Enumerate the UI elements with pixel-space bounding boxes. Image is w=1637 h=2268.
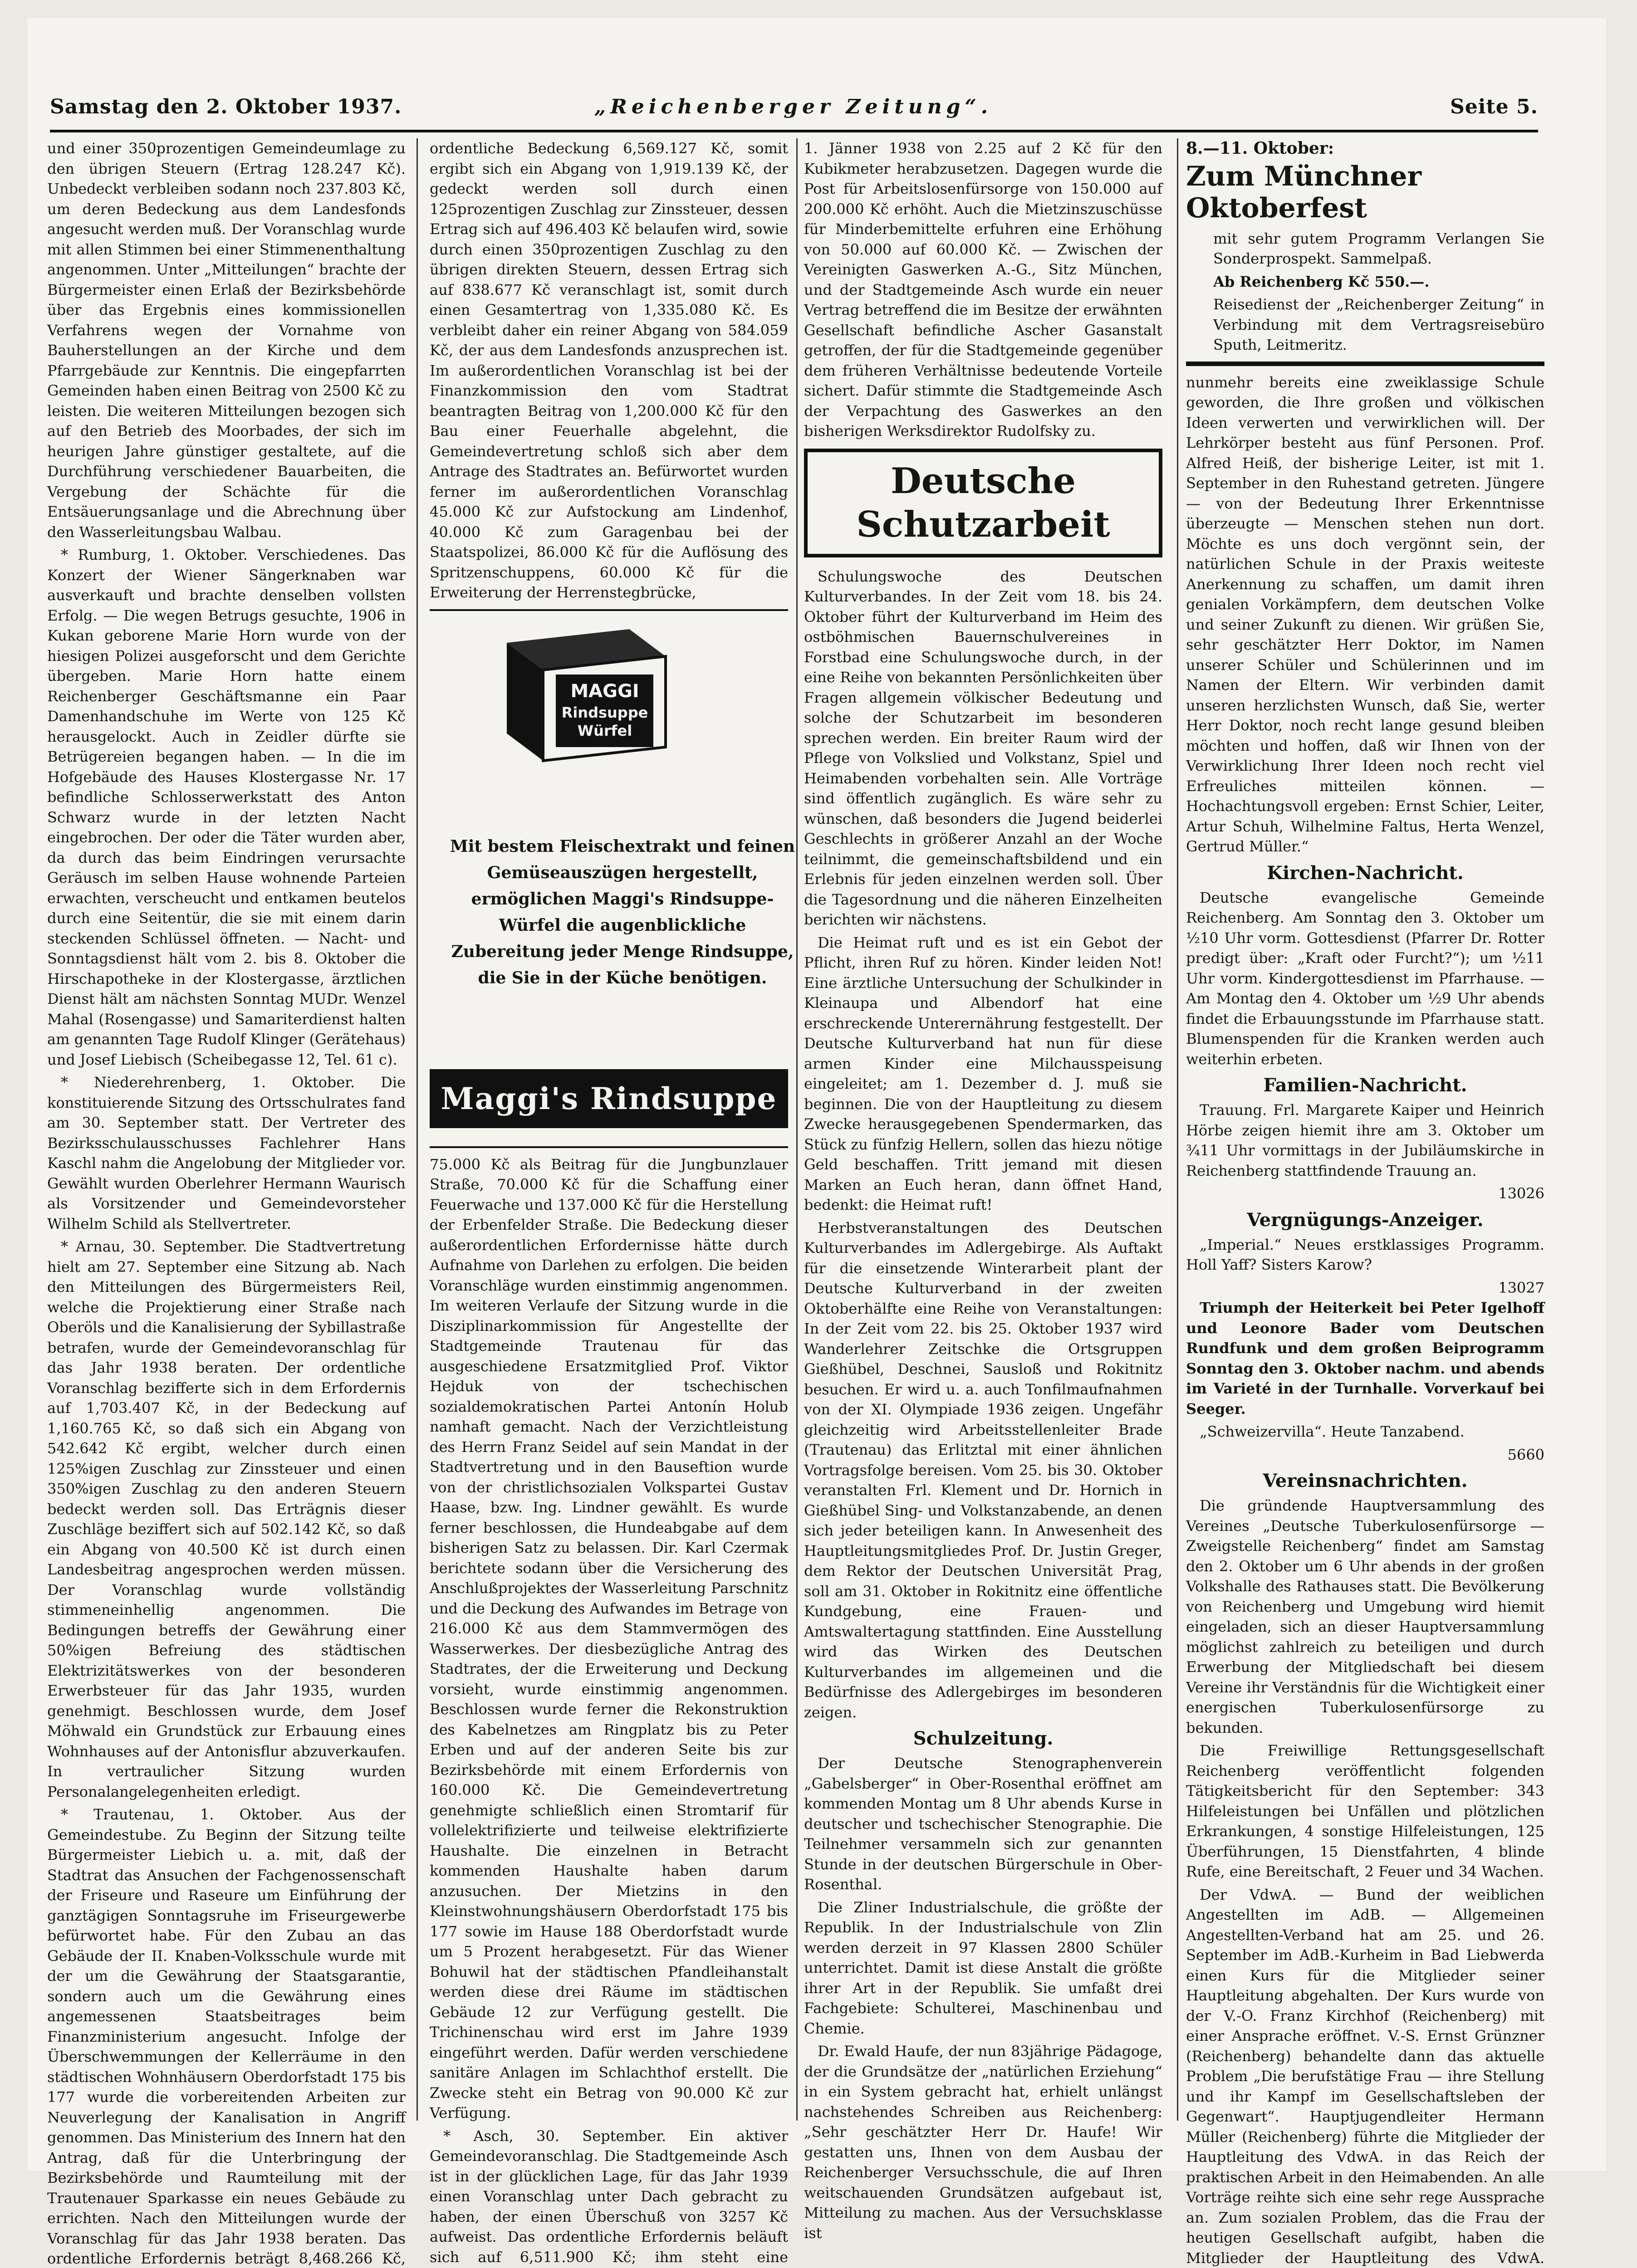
maggi-banner: Maggi's Rindsuppe (430, 1069, 788, 1128)
oktoberfest-dates: 8.—11. Oktober: (1186, 138, 1544, 159)
newspaper-name: „Reichenberger Zeitung“. (594, 95, 992, 118)
oktoberfest-program: mit sehr gutem Programm Verlangen Sie Sonderprospekt. Sammelpaß. (1186, 229, 1544, 269)
article-paragraph: Die Freiwillige Rettungsgesellschaft Reichenberg veröffentlicht folgenden Tätigkeitsbericht für den September: 343 Hilfeleistungen bei Unfällen und plötzlichen Erkrankungen, 4 sonstige Hilfeleistungen, 125 Überführungen, 15 Dienstfahrten, 4 blinde Rufe, eine Bereitschaft, 2 Feuer und 34 Wachen. (1186, 1740, 1544, 1882)
section-heading-vereins: Vereinsnachrichten. (1186, 1469, 1544, 1493)
section-rule (430, 609, 788, 611)
article-paragraph: Herbstveranstaltungen des Deutschen Kulturverbandes im Adlergebirge. Als Auftakt für die einsetzende Winterarbeit plant der Deutsche Kulturverband in der zweiten Oktoberhälfte eine Reihe von Veranstaltungen: In der Zeit vom 22. bis 25. Oktober 1937 wird Wanderlehrer Zeitschke die Ortsgruppen Gießhübel, Deschnei, Sausloß und Rokitnitz besuchen. Er wird u. a. auch Tonfilmaufnahmen von der XI. Olympiade 1936 zeigen. Ungefähr gleichzeitig wird Arbeitsstellenleiter Brade (Trautenau) das Erlitztal mit einer ähnlichen Vortragsfolge bereisen. Vom 25. bis 30. Oktober veranstalten Frl. Klement und Dr. Hornich in Gießhübel Sing- und Volkstanzabende, an denen sich jeder beteiligen kann. In Anwesenheit des Hauptleitungsmitgliedes Prof. Dr. Justin Greger, dem Rektor der Deutschen Universität Prag, soll am 31. Oktober in Rokitnitz eine öffentliche Kundgebung, eine Frauen- und Amtswaltertagung stattfinden. Eine Ausstellung wird das Wirken des Deutschen Kulturverbandes im allgemeinen und die Bedürfnisse des Adlergebirges im besonderen zeigen. (804, 1218, 1162, 1723)
article-paragraph: Die gründende Hauptversammlung des Vereines „Deutsche Tuberkulosenfürsorge — Zweigstelle Reichenberg“ findet am Samstag den 2. Oktober um 6 Uhr abends in der großen Volkshalle des Rathauses statt. Die Bevölkerung von Reichenberg und Umgebung wird hiemit eingeladen, sich an dieser Hauptversammlung möglichst zahlreich zu beteiligen und durch Erwerbung der Mitgliedschaft bei diesem Vereine ihr Verständnis für die Wichtigkeit einer energischen Tuberkulosenfürsorge zu bekunden. (1186, 1496, 1544, 1738)
column-rule (796, 138, 798, 2121)
article-paragraph: Triumph der Heiterkeit bei Peter Igelhoff und Leonore Bader vom Deutschen Rundfunk und dem großen Beiprogramm Sonntag den 3. Oktober nachm. und abends im Varieté in der Turnhalle. Vorverkauf bei Seeger. (1186, 1298, 1544, 1419)
article-paragraph: * Rumburg, 1. Oktober. Verschiedenes. Das Konzert der Wiener Sängerknaben war ausverkauft und brachte denselben vollsten Erfolg. — Die wegen Betrugs gesuchte, 1906 in Kukan geborene Marie Horn wurde von der hiesigen Polizei ausgeforscht und dem Gerichte übergeben. Marie Horn hatte einem Reichenberger Geschäftsmanne ein Paar Damenhandschuhe im Werte von 125 Kč herausgelockt. Auch in Zeidler dürfte sie Betrügereien begangen haben. — In die im Hofgebäude des Hauses Klostergasse Nr. 17 befindliche Schlosserwerkstatt des Anton Schwarz wurde in der letzten Nacht eingebrochen. Der oder die Täter wurden aber, da durch das beim Eindringen verursachte Geräusch im selben Hause wohnende Parteien erwachten, verscheucht und entkamen beutelos durch eine Seitentür, die sie mit einem darin steckenden Schlüssel öffneten. — Nacht- und Sonntagsdienst hält vom 2. bis 8. Oktober die Hirschapotheke in der Klostergasse, ärztlichen Dienst hält am nächsten Sonntag MUDr. Wenzel Mahal (Rosengasse) und Samariterdienst halten am genannten Tage Rudolf Klinger (Gerätehaus) und Josef Liebisch (Scheibegasse 12, Tel. 61 c). (47, 545, 406, 1070)
oktoberfest-price: Ab Reichenberg Kč 550.—. (1186, 272, 1544, 292)
article-paragraph: Dr. Ewald Haufe, der nun 83jährige Pädagoge, der die Grundsätze der „natürlichen Erziehung“ in ein System gebracht hat, erhielt unlängst nachstehendes Schreiben aus Reichenberg: „Sehr geschätzter Herr Dr. Haufe! Wir gestatten uns, Ihnen von dem Ausbau der Reichenberger Versuchsschule, die auf Ihren weitschauenden Grundsätzen aufgebaut ist, Mitteilung zu machen. Aus der Versuchsklasse ist (804, 2041, 1162, 2243)
article-paragraph: * Asch, 30. September. Ein aktiver Gemeindevoranschlag. Die Stadtgemeinde Asch ist in der glücklichen Lage, für das Jahr 1939 einen Voranschlag unter Dach gebracht zu haben, der einen Überschuß von 3257 Kč aufweist. Das ordentliche Erfordernis beläuft sich auf 6,511.900 Kč; ihm steht eine (430, 2126, 788, 2268)
article-paragraph: * Niederehrenberg, 1. Oktober. Die konstituierende Sitzung des Ortsschulrates fand am 30. September statt. Der Vertreter des Bezirksschulausschusses Fachlehrer Hans Kaschl nahm die Angelobung der Mitglieder vor. Gewählt wurden Oberlehrer Hermann Waurisch als Vorsitzender und Gemeindevorsteher Wilhelm Schild als Stellvertreter. (47, 1072, 406, 1234)
article-paragraph: Deutsche evangelische Gemeinde Reichenberg. Am Sonntag den 3. Oktober um ½10 Uhr vorm. Gottesdienst (Pfarrer Dr. Rotter predigt über: „Kraft oder Furcht?“); um ½11 Uhr vorm. Kindergottesdienst im Pfarrhause. — Am Montag den 4. Oktober um ½9 Uhr abends findet die Erbauungsstunde im Pfarrhause statt. Blumenspenden für die Kranken werden auch weiterhin erbeten. (1186, 888, 1544, 1070)
section-heading-schutzarbeit: Deutsche Schutzarbeit (804, 449, 1162, 557)
section-rule (1186, 362, 1544, 366)
column-rule (417, 138, 418, 2121)
masthead-rule (50, 130, 1538, 132)
ad-code: 13026 (1186, 1183, 1544, 1204)
section-heading-familien: Familien-Nachricht. (1186, 1074, 1544, 1097)
maggi-claim: Mit bestem Fleischextrakt und feinen Gemüseauszügen hergestellt, ermöglichen Maggi's Rindsuppe-Würfel die augenblickliche Zubereitung jeder Menge Rindsuppe, die Sie in der Küche benötigen. (430, 833, 815, 991)
article-paragraph: Der Deutsche Stenographenverein „Gabelsberger“ in Ober-Rosenthal eröffnet am kommenden Montag um 8 Uhr abends Kurse in deutscher und tschechischer Stenographie. Die Teilnehmer versammeln sich zur genannten Stunde in der deutschen Bürgerschule in Ober-Rosenthal. (804, 1753, 1162, 1895)
article-paragraph: Der VdwA. — Bund der weiblichen Angestellten im AdB. — Allgemeinen Angestellten-Verband hat am 25. und 26. September im AdB.-Kurheim in Bad Liebwerda einen Kurs für die Mitglieder seiner Hauptleitung abgehalten. Der Kurs wurde von der V.-O. Franz Kirchhof (Reichenberg) mit einer Ansprache eröffnet. V.-S. Ernst Grünzner (Reichenberg) behandelte dann das aktuelle Problem „Die berufstätige Frau — ihre Stellung und ihr Kampf im Gesellschaftsleben der Gegenwart“. Hauptjugendleiter Hermann Müller (Reichenberg) führte die Mitglieder der Hauptleitung des VdwA. in das Reich der praktischen Arbeit in den Heimabenden. An alle Vorträge reihte sich eine sehr rege Aussprache an. Zum sozialen Problem, das die Frau der heutigen Gesellschaft aufgibt, haben die Mitglieder der Hauptleitung des VdwA. (1186, 1885, 1544, 2268)
maggi-brand-text: MAGGI (570, 681, 639, 702)
article-paragraph: nunmehr bereits eine zweiklassige Schule geworden, die Ihre großen und völkischen Ideen verwerten und verwirklichen will. Der Lehrkörper besteht aus fünf Personen. Prof. Alfred Heiß, der bisherige Leiter, ist mit 1. September in den Ruhestand getreten. Jüngere — von der Bedeutung Ihrer Erkenntnisse überzeugte — Menschen stehen nun dort. Möchte es uns doch vergönnt sein, der natürlichen Schule in der Praxis weiteste Anerkennung zu schaffen, um damit ihren genialen Vorkämpfern, dem deutschen Volke und seiner Zukunft zu dienen. Wir grüßen Sie, sehr geschätzter Herr Doktor, im Namen unserer Schüler und Schülerinnen und im Namen der Eltern. Wir verbinden damit unseren herzlichsten Wunsch, daß Sie, werter Herr Doktor, noch recht lange gesund bleiben möchten und hoffen, daß wir Ihnen von der Verwirklichung Ihrer Ideen noch recht viel Erfreuliches mitteilen können. — Hochachtungsvoll ergeben: Ernst Schier, Leiter, Artur Schuh, Wilhelmine Faltus, Herta Wenzel, Gertrud Müller.“ (1186, 372, 1544, 857)
ad-code: 13027 (1186, 1278, 1544, 1298)
maggi-product-line2: Würfel (578, 722, 632, 739)
column-2 (430, 138, 788, 2121)
article-paragraph: „Schweizervilla“. Heute Tanzabend. (1186, 1422, 1544, 1442)
oktoberfest-title: Zum Münchner Oktoberfest (1186, 161, 1544, 224)
column-4 (1186, 138, 1544, 2121)
article-paragraph: Trauung. Frl. Margarete Kaiper und Heinrich Hörbe zeigen hiemit ihre am 3. Oktober um ¾11 Uhr vormittags in der Jubiläumskirche in Reichenberg stattfindende Trauung an. (1186, 1100, 1544, 1181)
article-paragraph: Schulungswoche des Deutschen Kulturverbandes. In der Zeit vom 18. bis 24. Oktober führt der Kulturverband im Heim des ostböhmischen Bauernschulvereines in Forstbad eine Schulungswoche durch, in der eine Reihe von bekannten Persönlichkeiten über Fragen allgemein völkischer Bedeutung und solche der Schutzarbeit im besonderen sprechen werden. Ein breiter Raum wird der Pflege von Volkslied und Volkstanz, Spiel und Heimabenden vorbehalten sein. Alle Vorträge sind öffentlich zugänglich. Es wäre sehr zu wünschen, daß besonders die Jugend beiderlei Geschlechts in größerer Anzahl an der Woche teilnimmt, die gemeinschaftsbildend und ein Erlebnis für jeden einzelnen werden soll. Über die Tagesordnung und die näheren Einzelheiten berichten wir nächstens. (804, 567, 1162, 930)
column-3 (804, 138, 1162, 2121)
article-paragraph: * Trautenau, 1. Oktober. Aus der Gemeindestube. Zu Beginn der Sitzung teilte Bürgermeister Liebich u. a. mit, daß der Stadtrat das Ansuchen der Fachgenossenschaft der Friseure und Raseure um Einführung der ganztägigen Sonntagsruhe im Friseurgewerbe befürwortet habe. Für den Zubau an das Gebäude der II. Knaben-Volksschule wurde mit der um die Gewährung der Staatsgarantie, sondern auch um die Gewährung eines angemessenen Staatsbeitrages beim Finanzministerium angesucht. Infolge der Überschwemmungen der Kellerräume in den städtischen Wohnhäusern Oberdorfstadt 175 bis 177 wurde die vorbereitenden Arbeiten zur Neuverlegung der Kanalisation in Angriff genommen. Das Ministerium des Innern hat den Antrag, daß für die Unterbringung der Bezirksbehörde und Raumteilung mit der Trautenauer Sparkasse ein neues Gebäude zu errichten. Nach den Mitteilungen wurde der Voranschlag für das Jahr 1938 beraten. Das ordentliche Erfordernis beträgt 8,468.266 Kč, (47, 1804, 406, 2268)
section-heading-vergnuegung: Vergnügungs-Anzeiger. (1186, 1208, 1544, 1232)
oktoberfest-reisedienst: Reisedienst der „Reichenberger Zeitung“ in Verbindung mit dem Vertragsreisebüro Sputh, Leitmeritz. (1186, 294, 1544, 355)
section-heading-kirchen: Kirchen-Nachricht. (1186, 861, 1544, 885)
article-paragraph: Die Heimat ruft und es ist ein Gebot der Pflicht, ihren Ruf zu hören. Kinder leiden Not! Eine ärztliche Untersuchung der Schulkinder in Kleinaupa und Albendorf hat eine erschreckende Unterernährung festgestellt. Der Deutsche Kulturverband hat nun für diese armen Kinder eine Milchausspeisung eingeleitet; am 1. Dezember d. J. muß sie beginnen. Die von der Hauptleitung zu diesem Zwecke herausgegebenen Spendermarken, das Stück zu fünfzig Hellern, sollen das hiezu nötige Geld beschaffen. Tritt jemand mit diesen Marken an Euch heran, dann öffnet Hand, bedenkt: die Heimat ruft! (804, 933, 1162, 1215)
issue-date: Samstag den 2. Oktober 1937. (50, 95, 402, 118)
article-paragraph: Die Zliner Industrialschule, die größte der Republik. In der Industrialschule von Zlin werden derzeit in 97 Klassen 2800 Schüler unterrichtet. Damit ist diese Anstalt die größte ihrer Art in der Republik. Sie umfaßt drei Fachgebiete: Schulterei, Maschinenbau und Chemie. (804, 1897, 1162, 2039)
article-paragraph: und einer 350prozentigen Gemeindeumlage zu den übrigen Steuern (Ertrag 128.247 Kč). Unbedeckt verbleiben sodann noch 237.803 Kč, um deren Bedeckung aus dem Landesfonds angesucht werden muß. Der Voranschlag wurde mit allen Stimmen bei einer Stimmenenthaltung angenommen. Unter „Mitteilungen“ brachte der Bürgermeister einen Erlaß der Bezirksbehörde über das Ergebnis eines kommissionellen Verfahrens wegen der Vornahme von Bauherstellungen an der Kirche und dem Pfarrgebäude zur Kenntnis. Die eingepfarrten Gemeinden haben einen Beitrag von 2500 Kč zu leisten. Die weiteren Mitteilungen bezogen sich auf den Betrieb des Moorbades, der sich im heurigen Jahre günstiger gestaltete, auf die Durchführung verschiedener Bauarbeiten, die Vergebung der Schächte für die Entsäuerungsanlage und die Abrechnung über den Wasserleitungsbau Walbau. (47, 138, 406, 542)
article-paragraph: ordentliche Bedeckung 6,569.127 Kč, somit ergibt sich ein Abgang von 1,919.139 Kč, der gedeckt werden soll durch einen 125prozentigen Zuschlag zur Zinssteuer, dessen Ertrag sich auf 496.403 Kč belaufen wird, sowie durch einen 350prozentigen Zuschlag zu den übrigen direkten Steuern, dessen Ertrag sich auf 838.677 Kč veranschlagt ist, somit durch einen Gesamtertrag von 1,335.080 Kč. Es verbleibt daher ein reiner Abgang von 584.059 Kč, der aus dem Landesfonds anzusprechen ist. Im außerordentlichen Voranschlag ist bei der Finanzkommission den vom Stadtrat beantragten Beitrag von 1,200.000 Kč für den Bau einer Feuerhalle abgelehnt, die Gemeindevertretung schloß sich aber dem Antrage des Stadtrates an. Befürwortet wurden ferner im außerordentlichen Voranschlag 45.000 Kč zur Aufstockung am Lindenhof, 40.000 Kč zum Garagenbau bei der Staatspolizei, 86.000 Kč für die Auflösung des Spritzenschuppens, 60.000 Kč für die Erweiterung der Herrenstegbrücke, (430, 138, 788, 603)
masthead (50, 95, 1538, 127)
article-paragraph: * Arnau, 30. September. Die Stadtvertretung hielt am 27. September eine Sitzung ab. Nach den Mitteilungen des Bürgermeisters Reil, welche die Projektierung einer Straße nach Oberöls und die Kanalisierung der Sybillastraße betrafen, wurde der Gemeindevoranschlag für das Jahr 1938 beraten. Der ordentliche Voranschlag bezifferte sich in dem Erfordernis auf 1,703.407 Kč, in der Bedeckung auf 1,160.765 Kč, so daß sich ein Abgang von 542.642 Kč ergibt, welcher durch einen 125%igen Zuschlag zur Zinssteuer und einen 350%igen Zuschlag zu den anderen Steuern bedeckt werden soll. Das Erträgnis dieser Zuschläge beziffert sich auf 502.142 Kč, so daß ein Abgang von 40.500 Kč ist durch einen Landesbeitrag angesprochen werden müssen. Der Voranschlag wurde vollständig stimmeneinhellig angenommen. Die Bedingungen betreffs der Gewährung einer 50%igen Befreiung des städtischen Elektrizitätswerkes von der besonderen Erwerbsteuer für das Jahr 1935, wurden genehmigt. Beschlossen wurde, dem Josef Möhwald ein Grundstück zur Erbauung eines Wohnhauses auf der Antonisflur abzuverkaufen. In vertraulicher Sitzung wurden Personalangelegenheiten erledigt. (47, 1237, 406, 1802)
article-paragraph: 1. Jänner 1938 von 2.25 auf 2 Kč für den Kubikmeter herabzusetzen. Dagegen wurde die Post für Arbeitslosenfürsorge von 150.000 auf 200.000 Kč erhöht. Auch die Mietzinszuschüsse für Minderbemittelte erfuhren eine Erhöhung von 50.000 auf 60.000 Kč. — Zwischen der Vereinigten Gaswerken A.-G., Sitz München, und der Stadtgemeinde Asch wurde ein neuer Vertrag betreffend die im Besitze der erwähnten Gesellschaft befindliche Ascher Gasanstalt getroffen, der für die Stadtgemeinde gegenüber dem früheren Verhältnisse bedeutende Vorteile sichert. Dafür stimmte die Stadtgemeinde Asch der Verpachtung des Gaswerkes an den bisherigen Werksdirektor Rudolfsky zu. (804, 138, 1162, 441)
oktoberfest-advertisement (1186, 138, 1544, 355)
article-paragraph: „Imperial.“ Neues erstklassiges Programm. Holl Yaff? Sisters Karow? (1186, 1235, 1544, 1275)
maggi-product-line1: Rindsuppe (562, 704, 648, 721)
section-rule (430, 1146, 788, 1148)
maggi-cube-illustration (480, 625, 675, 765)
ad-code: 5660 (1186, 1445, 1544, 1465)
article-paragraph: 75.000 Kč als Beitrag für die Jungbunzlauer Straße, 70.000 Kč für die Schaffung einer Feuerwache und 137.000 Kč für die Herstellung der Erbenfelder Straße. Die Bedeckung dieser außerordentlichen Erfordernisse hätte durch Aufnahme von Darlehen zu erfolgen. Die beiden Voranschläge wurden einstimmig angenommen. Im weiteren Verlaufe der Sitzung wurde in die Disziplinarkommission für Angestellte der Stadtgemeinde Trautenau für das ausgeschiedene Ersatzmitglied Prof. Viktor Hejduk von der tschechischen sozialdemokratischen Partei Antonín Holub namhaft gemacht. Nach der Verzichtleistung des Herrn Franz Seidel auf sein Mandat in der Stadtvertretung und in den Bauseftion wurde von der christlichsozialen Volkspartei Gustav Haase, bzw. Ing. Lindner gewählt. Es wurde ferner beschlossen, die Hundeabgabe auf dem bisherigen Satz zu belassen. Dir. Karl Czermak berichtete sodann über die Versicherung des Anschlußprojektes der Wasserleitung Parschnitz und die Deckung des Aufwandes im Betrage von 216.000 Kč aus dem Stammvermögen des Wasserwerkes. Der diesbezügliche Antrag des Stadtrates, der die Erweiterung und Deckung vorsieht, wurde einstimmig angenommen. Beschlossen wurde ferner die Rekonstruktion des Kabelnetzes am Ringplatz bis zu Peter Erben und auf der anderen Seite bis zur Bezirksbehörde mit einem Erfordernis von 160.000 Kč. Die Gemeindevertretung genehmigte schließlich einen Stromtarif für vollelektrifizierte und teilweise elektrifizierte Haushalte. Die einzelnen in Betracht kommenden Haushalte haben darum anzusuchen. Der Mietzins in den Kleinstwohnungshäusern Oberdorfstadt 175 bis 177 sowie im Hause 188 Oberdorfstadt wurde um 5 Prozent herabgesetzt. Für das Wiener Bohuwil hat der städtischen Pfandleihanstalt werden diese drei Räume im städtischen Gebäude 12 zur Verfügung gestellt. Die Trichinenschau wird erst im Jahre 1939 eingeführt werden. Dafür werden verschiedene sanitäre Anlagen im Schlachthof erstellt. Die Zwecke steht ein Betrag von 90.000 Kč zur Verfügung. (430, 1154, 788, 2123)
column-rule (1177, 138, 1178, 2121)
page-number: Seite 5. (1450, 95, 1538, 118)
section-heading-schulzeitung: Schulzeitung. (804, 1727, 1162, 1750)
maggi-advertisement (430, 620, 788, 1137)
column-1 (47, 138, 406, 2121)
